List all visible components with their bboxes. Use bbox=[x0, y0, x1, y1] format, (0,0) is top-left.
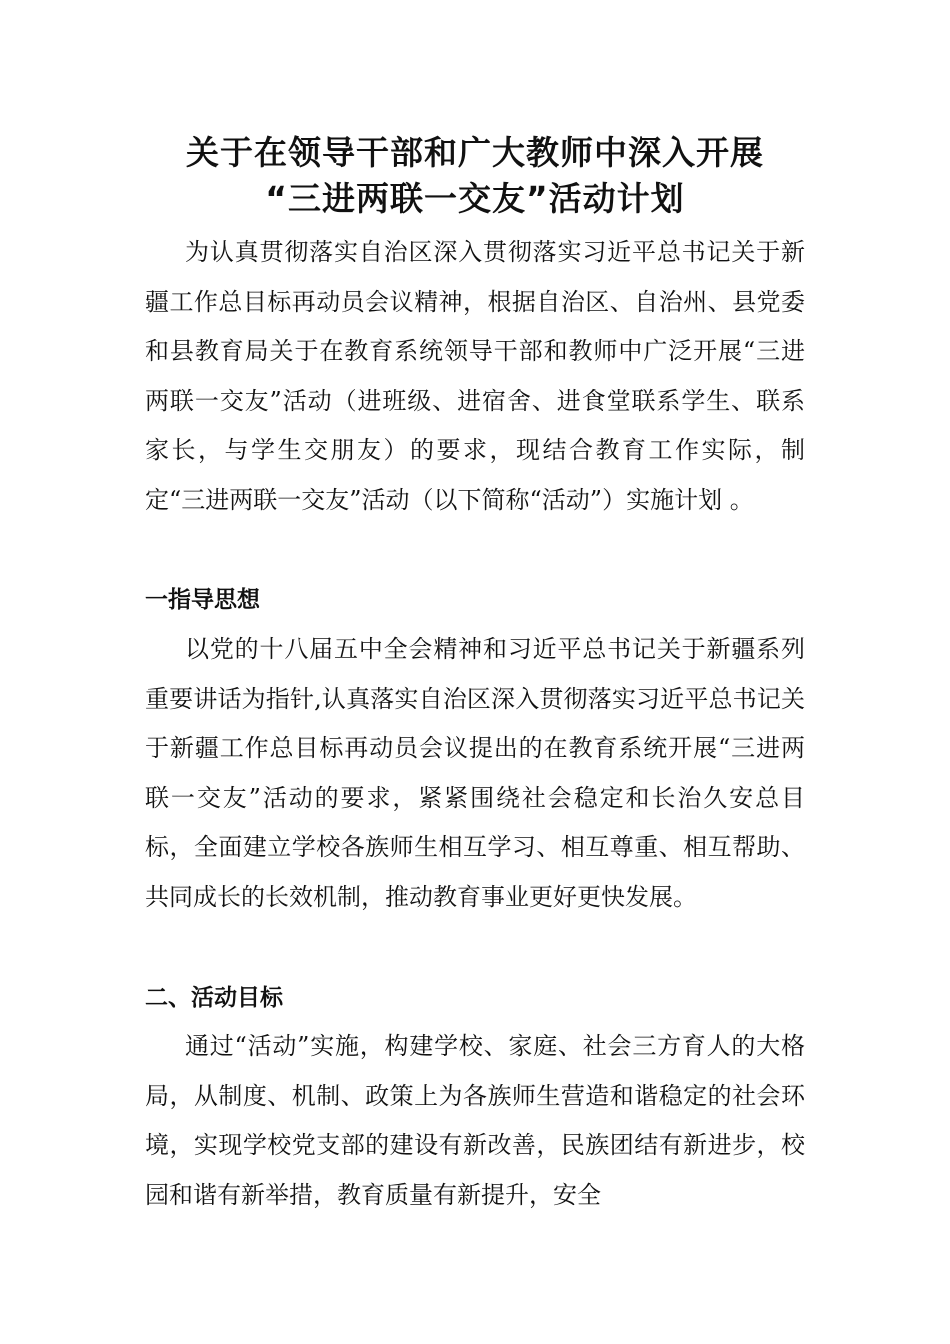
document-title-line-2: “三进两联一交友”活动计划 bbox=[265, 179, 685, 218]
document-title-line-1: 关于在领导干部和广大教师中深入开展 bbox=[186, 133, 764, 172]
section-heading-activity-goals: 二、活动目标 bbox=[145, 985, 283, 1011]
intro-paragraph: 为认真贯彻落实自治区深入贯彻落实习近平总书记关于新疆工作总目标再动员会议精神，根据自治区、自治州、县党委和县教育局关于在教育系统领导干部和教师中广泛开展“三进两联一交友”活动（进班级、进宿舍、进食堂联系学生、联系家长，与学生交朋友）的要求，现结合教育工作实际，制定“三进两联一交友”活动（以下简称“活动”）实施计划 。 bbox=[145, 238, 805, 514]
section-paragraph-activity-goals: 通过“活动”实施，构建学校、家庭、社会三方育人的大格局，从制度、机制、政策上为各族师生营造和谐稳定的社会环境，实现学校党支部的建设有新改善，民族团结有新进步，校园和谐有新举措，教育质量有新提升，安全 bbox=[145, 1032, 805, 1209]
section-heading-guiding-ideology: 一指导思想 bbox=[145, 587, 260, 613]
section-paragraph-guiding-ideology: 以党的十八届五中全会精神和习近平总书记关于新疆系列重要讲话为指针,认真落实自治区深入贯彻落实习近平总书记关于新疆工作总目标再动员会议提出的在教育系统开展“三进两联一交友”活动的要求，紧紧围绕社会稳定和长治久安总目标，全面建立学校各族师生相互学习、相互尊重、相互帮助、共同成长的长效机制，推动教育事业更好更快发展。 bbox=[145, 635, 805, 911]
